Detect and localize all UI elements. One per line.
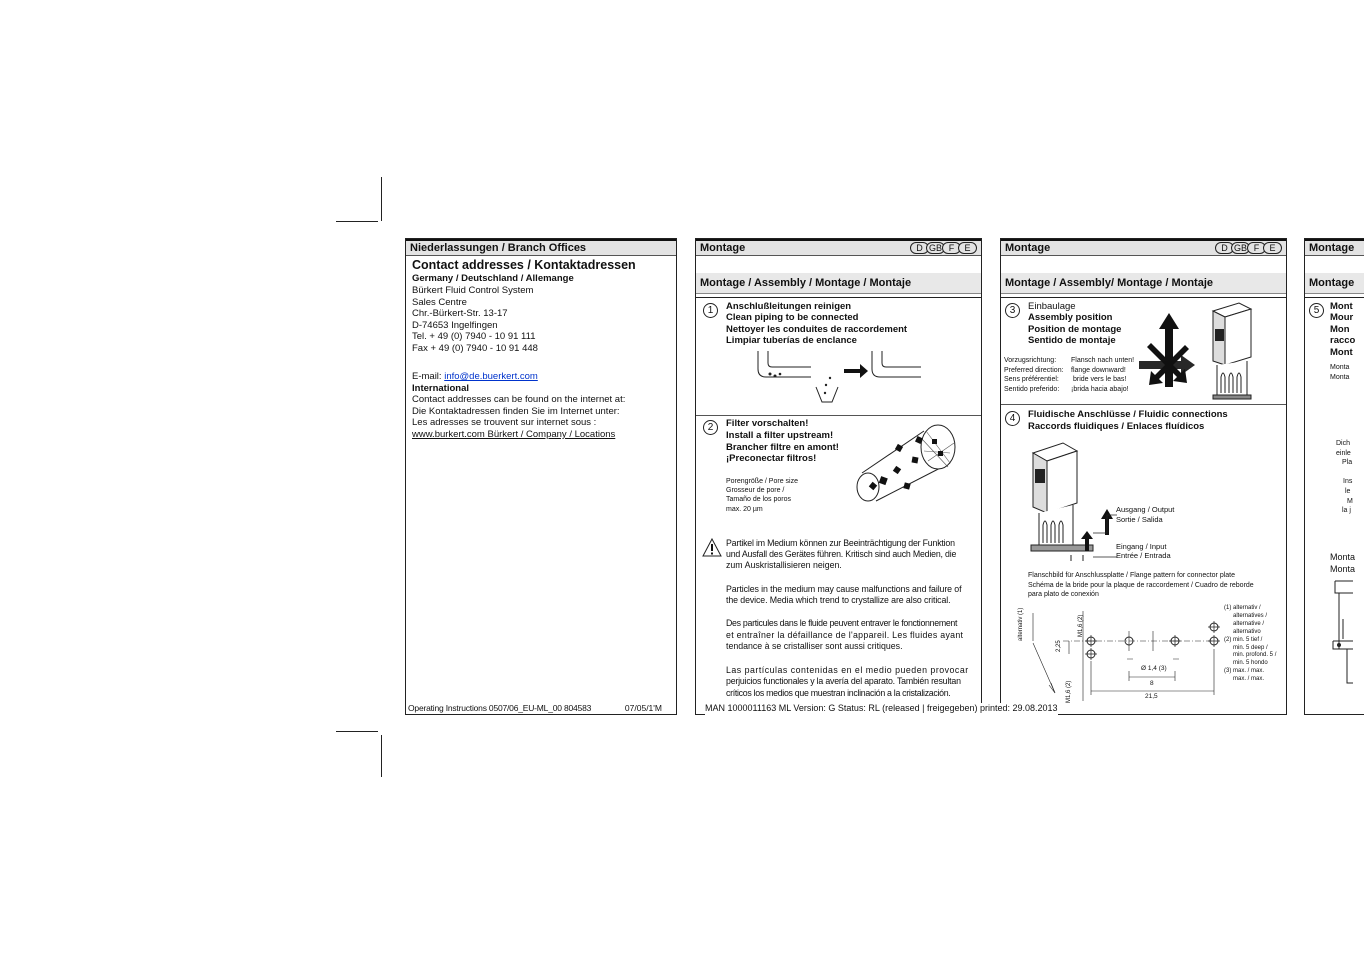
crop-mark: [381, 177, 382, 221]
flange-caption: para plato de conexión: [1028, 591, 1099, 598]
warning-de-line: Partikel im Medium können zur Beeinträchtigung der Funktion: [726, 538, 955, 548]
footnote-line: alternatives /: [1233, 612, 1268, 619]
step2-line: Filter vorschalten!: [726, 418, 809, 429]
step4-line: Fluidische Anschlüsse / Fluidic connections: [1028, 409, 1228, 420]
divider: [1305, 297, 1364, 298]
flange-caption: Flanschbild für Anschlussplatte / Flange pattern for connector plate: [1028, 572, 1236, 579]
divider: [696, 297, 981, 298]
panel-header: Montage: [696, 241, 981, 256]
crop-mark: [381, 735, 382, 777]
document-status-footer: MAN 1000011163 ML Version: G Status: RL (released | freigegeben) printed: 29.08.2013: [705, 703, 1058, 713]
contact-title: Contact addresses / Kontaktadressen: [412, 258, 636, 272]
dim-8: 8: [1150, 680, 1154, 687]
footnote-line: max. / max.: [1233, 676, 1265, 683]
flange-pattern-drawing: [1023, 601, 1223, 713]
step2-line: Install a filter upstream!: [726, 430, 834, 441]
step1-line: Limpiar tuberías de enclance: [726, 335, 857, 346]
step3-line: Assembly position: [1028, 312, 1113, 323]
inlet-label: Eingang / Input: [1116, 542, 1167, 551]
preferred-label: Sens préférentiel:: [1004, 376, 1059, 383]
step5-mid: einle: [1336, 450, 1351, 457]
panel-montage-2: [1000, 238, 1287, 715]
footer-doc-number: Operating Instructions 0507/06_EU-ML_00 804583: [408, 703, 592, 713]
lang-badge: E: [958, 242, 977, 254]
phone-line: Tel. + 49 (0) 7940 - 10 91 111: [412, 331, 536, 342]
address-line: Chr.-Bürkert-Str. 13-17: [412, 308, 508, 319]
step1-line: Nettoyer les conduites de raccordement: [726, 324, 908, 335]
footnote-line: (1) alternativ /: [1224, 605, 1261, 611]
address-line: Bürkert Fluid Control System: [412, 285, 534, 296]
divider: [696, 415, 981, 416]
panel-header: Montage: [1001, 241, 1286, 256]
mounting-illustration: [1329, 579, 1353, 689]
panel-header: Niederlassungen / Branch Offices: [406, 241, 676, 256]
step5-line: Mour: [1330, 312, 1354, 323]
pore-size-line: Porengröße / Pore size: [726, 478, 798, 485]
step5-bottom: Monta: [1330, 564, 1356, 574]
footnote-line: min. 5 deep /: [1233, 644, 1268, 651]
step5-line: Mon: [1330, 324, 1350, 335]
step5-line: racco: [1330, 335, 1356, 346]
pore-size-line: Tamaño de los poros: [726, 496, 791, 503]
fax-line: Fax + 49 (0) 7940 - 10 91 448: [412, 342, 538, 354]
dim-thread-bottom: M1,6 (2): [1066, 680, 1072, 703]
crop-mark: [336, 731, 378, 732]
warning-icon: [702, 538, 722, 558]
step4-line: Raccords fluidiques / Enlaces fluídicos: [1028, 421, 1205, 432]
step1-line: Clean piping to be connected: [726, 312, 859, 323]
dim-21-5: 21,5: [1145, 693, 1158, 700]
footer-date: 07/05/1'M: [624, 703, 662, 713]
divider: [1001, 404, 1286, 405]
crop-mark: [336, 221, 378, 222]
warning-de-line: zum Auskristallisieren neigen.: [726, 560, 842, 570]
warning-en-line: the device. Media which trend to crystallize are also critical.: [726, 595, 951, 605]
step-number: 1: [703, 303, 718, 318]
step3-line: Einbaulage: [1028, 301, 1076, 312]
email-row: [412, 371, 538, 383]
preferred-label: Vorzugsrichtung:: [1004, 357, 1057, 364]
panel-branch-offices: [405, 238, 677, 715]
warning-de-line: und Ausfall des Gerätes führen. Kritisch sind auch Medien, die: [726, 549, 957, 559]
language-badges: [1218, 242, 1282, 254]
lang-badge: GB: [1231, 242, 1250, 254]
filter-illustration: [854, 421, 962, 507]
address-block: [412, 285, 538, 354]
email-label: E-mail:: [412, 371, 445, 382]
preferred-value: ¡brida hacia abajo!: [1071, 386, 1129, 393]
step5-mid2: le: [1345, 488, 1351, 495]
step3-line: Position de montage: [1028, 324, 1122, 335]
warning-en-line: Particles in the medium may cause malfunctions and failure of: [726, 584, 962, 594]
direction-arrows-icon: [1137, 311, 1199, 393]
warning-fr-line: tendance à se cristalliser sont aussi critiques.: [726, 641, 903, 651]
warning-es-line: perjuicios functionales y la avería del aparato. También resultan: [726, 676, 961, 686]
intl-line: Die Kontaktadressen finden Sie im Internet unter:: [412, 406, 620, 417]
step5-mid: Pla: [1342, 459, 1353, 466]
lang-badge: F: [942, 242, 961, 254]
step5-line: Mont: [1330, 301, 1353, 312]
international-heading: International: [412, 383, 470, 394]
flange-caption: Schéma de la bride pour la plaque de raccordement / Cuadro de reborde: [1028, 582, 1254, 589]
step-number: 4: [1005, 411, 1020, 426]
lang-badge: D: [1215, 242, 1234, 254]
preferred-value: Flansch nach unten!: [1071, 357, 1135, 364]
footnote-line: min. profond. 5 /: [1233, 652, 1277, 659]
dim-diameter: Ø 1,4 (3): [1141, 665, 1167, 672]
lang-badge: D: [910, 242, 929, 254]
valve-illustration: [1205, 303, 1257, 401]
inlet-label: Entrée / Entrada: [1116, 551, 1171, 560]
step2-line: ¡Preconectar filtros!: [726, 453, 817, 464]
footnote-line: (3) max. / max.: [1224, 668, 1265, 675]
step3-line: Sentido de montaje: [1028, 335, 1116, 346]
step1-line: Anschlußleitungen reinigen: [726, 301, 852, 312]
panel-montage-3: [1304, 238, 1364, 715]
lang-badge: E: [1263, 242, 1282, 254]
step-number: 3: [1005, 303, 1020, 318]
panel-header: Montage: [1305, 241, 1364, 256]
dim-2-25: 2,25: [1056, 640, 1062, 652]
dim-alternative: alternativ (1): [1018, 607, 1024, 641]
step5-bottom: Monta: [1330, 552, 1356, 562]
address-line: D-74653 Ingelfingen: [412, 319, 498, 331]
language-badges: [913, 242, 977, 254]
email-link[interactable]: info@de.buerkert.com: [444, 371, 538, 382]
step5-small: Monta: [1330, 374, 1350, 381]
pore-size-line: Grosseur de pore /: [726, 487, 785, 494]
country-heading: Germany / Deutschland / Allemange: [412, 273, 574, 284]
intl-line: Les adresses se trouvent sur internet sous :: [412, 417, 597, 428]
step5-mid: Dich: [1336, 440, 1351, 447]
warning-fr-line: Des particules dans le fluide peuvent entraver le fonctionnement: [726, 618, 958, 628]
dim-thread-top: M1,6 (2): [1078, 614, 1084, 637]
panel-montage-1: [695, 238, 982, 715]
preferred-label: Preferred direction:: [1004, 367, 1064, 374]
step5-line: Mont: [1330, 347, 1353, 358]
step5-small: Monta: [1330, 364, 1350, 371]
warning-es-line: críticos los medios que muestran inclinación a la cristalización.: [726, 688, 951, 698]
step-number: 5: [1309, 303, 1324, 318]
intl-line: Contact addresses can be found on the internet at:: [412, 394, 626, 405]
footnote-line: alternative /: [1233, 620, 1265, 627]
warning-es-line: Las partículas contenidas en el medio pueden provocar: [726, 665, 969, 675]
outlet-label: Ausgang / Output: [1116, 505, 1175, 514]
address-line: Sales Centre: [412, 296, 467, 308]
panel-subheader: Montage / Assembly/ Montage / Montaje: [1001, 273, 1286, 294]
footnote-line: alternativo: [1233, 628, 1261, 635]
step5-mid2: la j: [1342, 507, 1351, 514]
panel-subheader: Montage / Assembly / Montage / Montaje: [696, 273, 981, 294]
footnotes: [1224, 605, 1276, 684]
lang-badge: F: [1247, 242, 1266, 254]
outlet-label: Sortie / Salida: [1116, 515, 1163, 524]
warning-fr-line: et entraîner la défaillance de l'appareil. Les fluides ayant: [726, 630, 964, 640]
step-number: 2: [703, 420, 718, 435]
footnote-line: (2) min. 5 tief /: [1224, 636, 1263, 643]
panel-subheader: Montage: [1305, 273, 1364, 294]
pore-size-line: max. 20 µm: [726, 506, 763, 513]
locations-link[interactable]: www.burkert.com Bürkert / Company / Locations: [412, 429, 616, 440]
step5-mid2: M: [1347, 498, 1353, 505]
step5-mid2: Ins: [1343, 478, 1353, 485]
piping-illustration: [756, 347, 926, 407]
lang-badge: GB: [926, 242, 945, 254]
preferred-value: flange downward!: [1071, 367, 1126, 374]
step2-line: Brancher filtre en amont!: [726, 442, 839, 453]
preferred-label: Sentido preferido:: [1004, 386, 1060, 393]
preferred-value: bride vers le bas!: [1073, 376, 1127, 383]
footnote-line: min. 5 hondo: [1233, 660, 1268, 667]
divider: [1001, 297, 1286, 298]
